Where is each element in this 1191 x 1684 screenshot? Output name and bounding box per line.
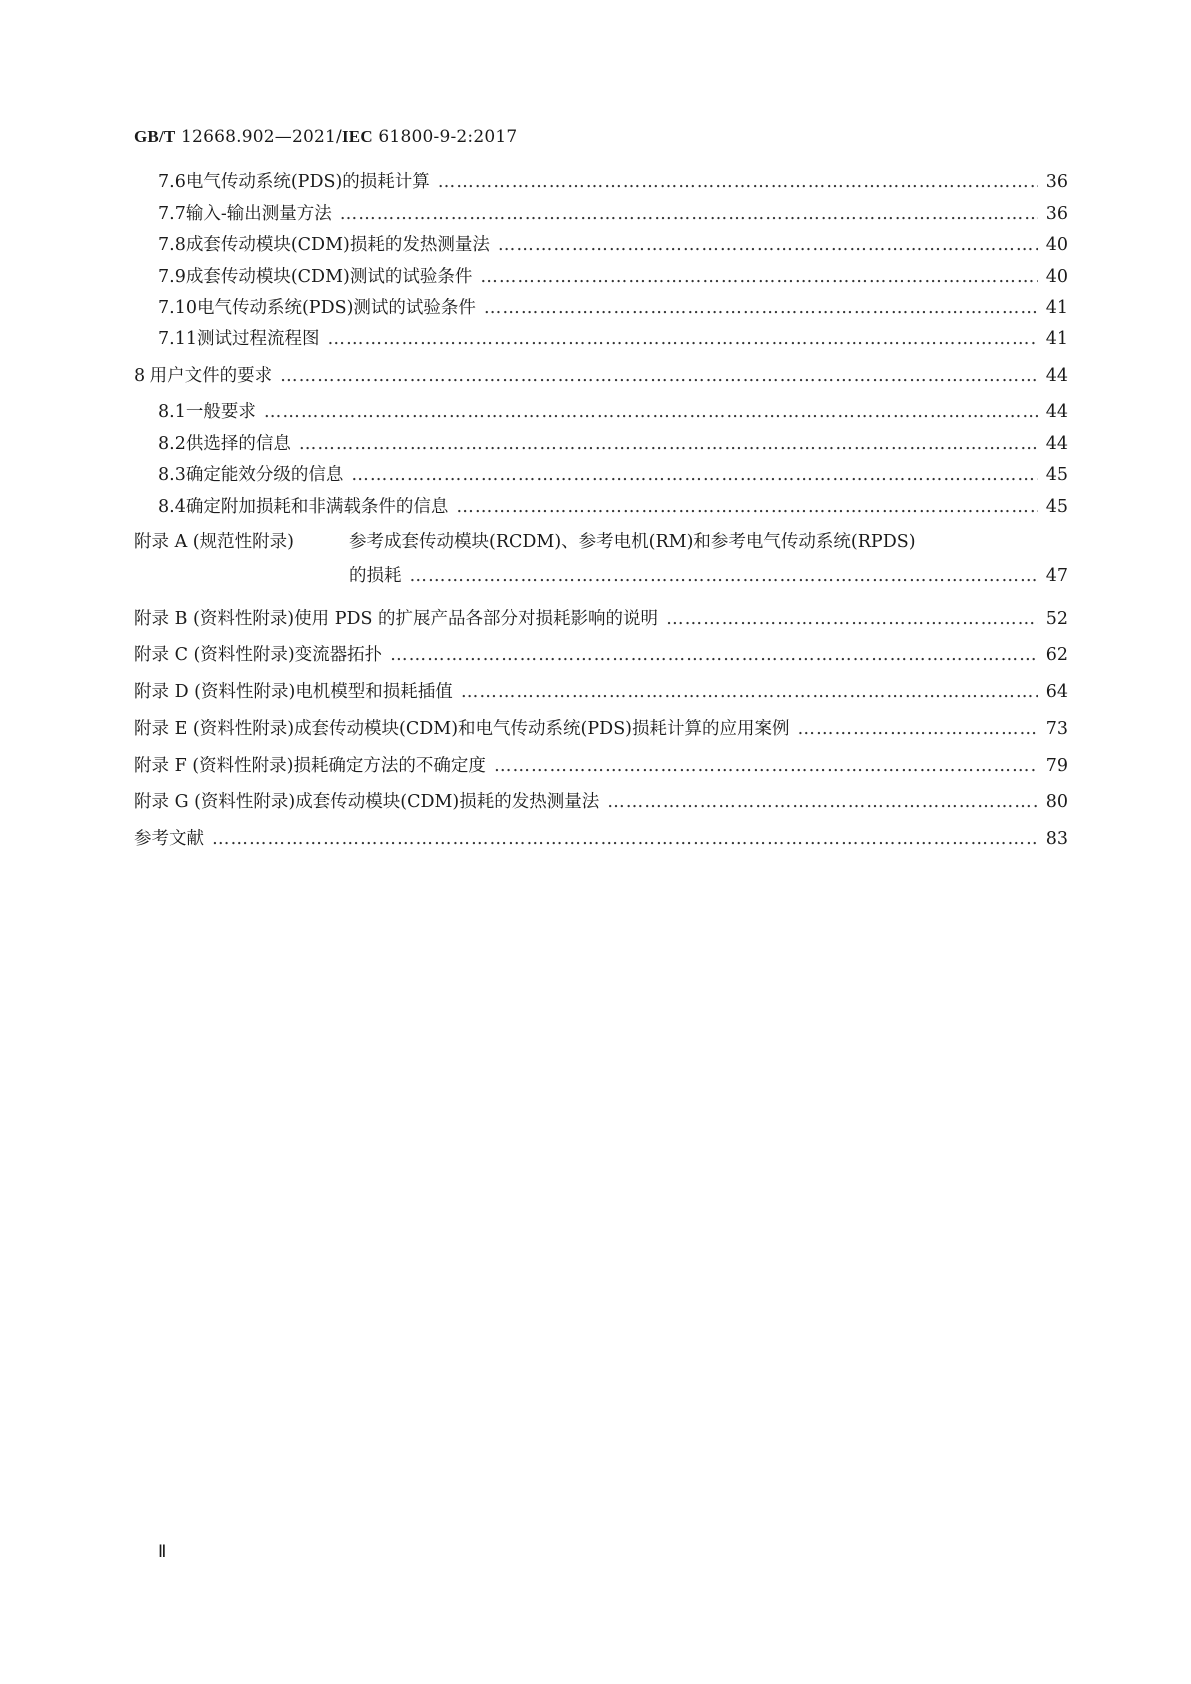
annex-title: 电机模型和损耗插值	[295, 682, 453, 702]
leader-dots	[498, 233, 1038, 257]
annex-title: 参考成套传动模块(RCDM)、参考电机(RM)和参考电气传动系统(RPDS)	[349, 532, 916, 552]
leader-dots	[456, 495, 1038, 519]
toc-title: 测试过程流程图	[196, 329, 320, 349]
toc-page: 80	[1045, 792, 1068, 812]
toc-page: 40	[1045, 235, 1068, 255]
leader-dots	[299, 432, 1038, 456]
toc-entry-8-4[interactable]	[158, 495, 1068, 519]
toc-entry-annex-e[interactable]	[134, 717, 1068, 741]
toc-title: 确定能效分级的信息	[185, 465, 344, 485]
annex-title: 变流器拓扑	[294, 645, 383, 665]
toc-page: 83	[1045, 829, 1068, 849]
references-title: 参考文献	[134, 829, 204, 849]
toc-number: 8.1	[158, 402, 186, 422]
toc-page: 52	[1045, 609, 1068, 629]
toc-number: 7.8	[158, 235, 186, 255]
iec-prefix: IEC	[341, 127, 373, 146]
leader-dots	[264, 400, 1038, 424]
annex-label: 附录 F (资料性附录)	[134, 756, 294, 776]
leader-dots	[461, 680, 1038, 704]
leader-dots	[798, 717, 1038, 741]
toc-title: 成套传动模块(CDM)损耗的发热测量法	[185, 235, 490, 255]
toc-number: 8.4	[158, 497, 186, 517]
toc-entry-7-9[interactable]	[158, 265, 1068, 289]
toc-entry-annex-d[interactable]	[134, 680, 1068, 704]
toc-number: 7.11	[158, 329, 197, 349]
toc-page: 41	[1045, 298, 1068, 318]
toc-entry-references[interactable]	[134, 827, 1068, 851]
toc-number: 7.7	[158, 204, 186, 224]
standard-code: 12668.902—2021/	[175, 127, 342, 147]
toc-entry-annex-f[interactable]	[134, 754, 1068, 778]
toc-page: 44	[1045, 402, 1068, 422]
leader-dots	[438, 170, 1038, 194]
leader-dots	[410, 564, 1039, 588]
toc-page: 44	[1045, 366, 1068, 386]
leader-dots	[607, 790, 1038, 814]
toc-page: 73	[1045, 719, 1068, 739]
toc-entry-7-10[interactable]	[158, 296, 1068, 320]
leader-dots	[212, 827, 1038, 851]
annex-a-first-line[interactable]	[134, 530, 916, 554]
leader-dots	[484, 296, 1038, 320]
toc-number: 7.9	[158, 267, 186, 287]
toc-page: 36	[1045, 204, 1068, 224]
toc-entry-7-7[interactable]	[158, 202, 1068, 226]
toc-entry-7-11[interactable]	[158, 327, 1068, 351]
iec-code: 61800-9-2:2017	[372, 127, 518, 147]
annex-label: 附录 B (资料性附录)	[134, 609, 295, 629]
toc-page: 45	[1045, 497, 1068, 517]
toc-number: 8.3	[158, 465, 186, 485]
toc-page: 45	[1045, 465, 1068, 485]
toc-page: 47	[1045, 566, 1068, 586]
toc-entry-annex-b[interactable]	[134, 607, 1068, 631]
toc-entry-8[interactable]	[134, 364, 1068, 388]
standard-prefix: GB/T	[134, 127, 176, 146]
toc-entry-8-1[interactable]	[158, 400, 1068, 424]
annex-label: 附录 D (资料性附录)	[134, 682, 296, 702]
annex-label: 附录 A (规范性附录)	[134, 532, 294, 552]
toc-entry-annex-c[interactable]	[134, 643, 1068, 667]
toc-entry-annex-a[interactable]	[349, 564, 1068, 588]
toc-page: 36	[1045, 172, 1068, 192]
toc-title: 一般要求	[185, 402, 256, 422]
leader-dots	[340, 202, 1038, 226]
toc-title: 用户文件的要求	[149, 366, 273, 386]
toc-number: 8.2	[158, 434, 186, 454]
toc-entry-8-3[interactable]	[158, 463, 1068, 487]
toc-page: 64	[1045, 682, 1068, 702]
leader-dots	[666, 607, 1038, 631]
toc-title: 确定附加损耗和非满载条件的信息	[185, 497, 449, 517]
leader-dots	[390, 643, 1038, 667]
toc-number: 8	[134, 366, 146, 386]
annex-title: 损耗确定方法的不确定度	[293, 756, 486, 776]
toc-number: 7.6	[158, 172, 186, 192]
toc-title: 成套传动模块(CDM)测试的试验条件	[185, 267, 473, 287]
leader-dots	[480, 265, 1038, 289]
toc-title: 电气传动系统(PDS)的损耗计算	[185, 172, 430, 192]
page-number-footer: Ⅱ	[158, 1542, 167, 1561]
annex-title-continued: 的损耗	[349, 566, 402, 586]
annex-label: 附录 E (资料性附录)	[134, 719, 295, 739]
annex-label: 附录 G (资料性附录)	[134, 792, 296, 812]
toc-page: 41	[1045, 329, 1068, 349]
leader-dots	[351, 463, 1038, 487]
leader-dots	[494, 754, 1038, 778]
toc-title: 输入-输出测量方法	[185, 204, 332, 224]
annex-label: 附录 C (资料性附录)	[134, 645, 295, 665]
leader-dots	[327, 327, 1038, 351]
annex-title: 成套传动模块(CDM)损耗的发热测量法	[295, 792, 600, 812]
toc-page: 44	[1045, 434, 1068, 454]
annex-title: 使用 PDS 的扩展产品各部分对损耗影响的说明	[294, 609, 659, 629]
toc-title: 供选择的信息	[185, 434, 291, 454]
toc-entry-7-6[interactable]	[158, 170, 1068, 194]
toc-page: 62	[1045, 645, 1068, 665]
annex-title: 成套传动模块(CDM)和电气传动系统(PDS)损耗计算的应用案例	[294, 719, 790, 739]
toc-title: 电气传动系统(PDS)测试的试验条件	[196, 298, 476, 318]
toc-entry-8-2[interactable]	[158, 432, 1068, 456]
toc-entry-7-8[interactable]	[158, 233, 1068, 257]
toc-page: 40	[1045, 267, 1068, 287]
leader-dots	[280, 364, 1038, 388]
toc-entry-annex-g[interactable]	[134, 790, 1068, 814]
toc-page: 79	[1045, 756, 1068, 776]
toc-number: 7.10	[158, 298, 197, 318]
